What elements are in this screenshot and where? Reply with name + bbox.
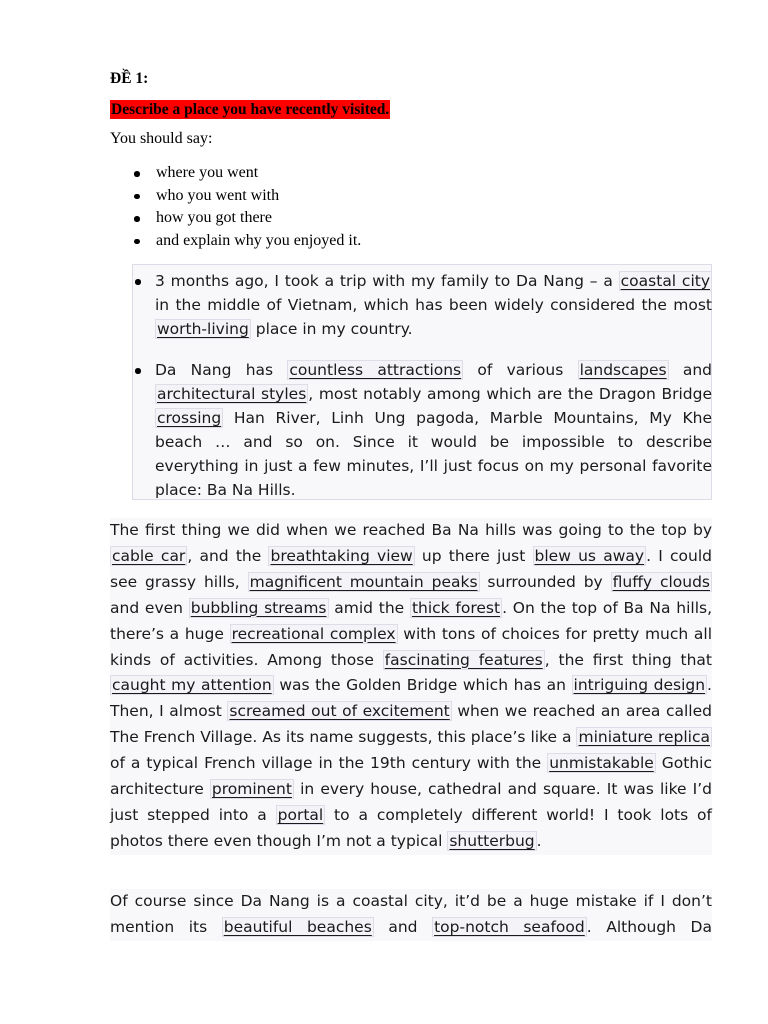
cue-item: who you went with [128,185,361,208]
answer-paragraph [110,518,712,855]
vocab-highlight: top-notch seafood [434,917,585,936]
vocab-highlight: bubbling streams [190,598,327,617]
text-run: and [373,917,433,936]
text-run: in the middle of Vietnam, which has been widely considered the most [155,296,712,314]
text-run: . Although Da [586,917,712,936]
vocab-highlight: caught my attention [112,676,272,695]
vocab-highlight: landscapes [579,361,667,379]
text-run: . [536,831,542,850]
text-run: 3 months ago, I took a trip with my family to Da Nang – a [155,272,619,290]
task-heading: ĐỀ 1: [110,70,149,87]
vocab-highlight: breathtaking view [270,546,413,565]
vocab-highlight: unmistakable [549,754,654,773]
text-run: Of course since Da Nang is a coastal city, it’d be a huge mistake if I don’t mention its [110,892,712,936]
text-run: Han River, Linh Ung pagoda, Marble Mountains, My Khe beach … and so on. Since it would be impossible to describe everything in just a few minutes, I’ll just focus on my personal favorite place: Ba Na Hills. [155,409,712,499]
vocab-highlight: thick forest [411,598,501,617]
vocab-highlight: recreational complex [231,624,396,643]
answer-bullet [155,358,712,502]
text-run: and [668,361,712,379]
text-run: up there just [414,546,533,565]
answer-bullet [155,269,712,341]
vocab-highlight: worth-living [157,320,249,338]
task-prompt-highlighted: Describe a place you have recently visited. [111,101,390,118]
vocab-highlight: intriguing design [573,676,706,695]
text-run: was the Golden Bridge which has an [273,676,572,695]
vocab-highlight: countless attractions [289,361,462,379]
vocab-highlight: magnificent mountain peaks [249,572,478,591]
vocab-highlight: fascinating features [384,650,543,669]
text-run: when we reached an area called The French Village. As its name suggests, this place’s like a [110,702,712,747]
cue-intro: You should say: [110,130,213,147]
vocab-highlight: prominent [211,780,292,799]
cue-item: and explain why you enjoyed it. [128,230,361,253]
cue-item: where you went [128,162,361,185]
text-run: , the first thing that [544,650,712,669]
answer-paragraph [110,889,712,941]
cue-item: how you got there [128,207,361,230]
vocab-highlight: blew us away [534,546,645,565]
text-run: with tons of choices for pretty much all kinds of activities. Among those [110,624,713,669]
vocab-highlight: coastal city [620,272,710,290]
text-run: Da Nang has [155,361,288,379]
text-run: and even [110,598,189,617]
text-run: . Then, I almost [110,676,712,721]
text-run: . On the top of Ba Na hills, there’s a huge [110,598,713,643]
text-run: of a typical French village in the 19th century with the [110,754,548,773]
text-run: The first thing we did when we reached Ba Na hills was going to the top by [110,521,712,539]
text-run: . I could see grassy hills, [110,546,712,591]
text-run: in every house, cathedral and square. It was like I’d just stepped into a [110,780,712,824]
text-run: , and the [187,546,269,565]
cue-list [128,162,361,252]
vocab-highlight: fluffy clouds [612,572,710,591]
vocab-highlight: beautiful beaches [223,917,372,936]
text-run: surrounded by [479,572,611,591]
vocab-highlight: shutterbug [449,831,535,850]
vocab-highlight: portal [277,805,324,824]
vocab-highlight: cable car [112,546,186,565]
text-run: , most notably among which are the Dragon Bridge [308,385,712,403]
text-run: of various [463,361,578,379]
vocab-highlight: architectural styles [157,385,307,403]
vocab-highlight: screamed out of excitement [229,702,450,721]
text-run: amid the [328,598,410,617]
vocab-highlight: miniature replica [578,728,710,747]
text-run: to a completely different world! I took lots of photos there even though I’m not a typical [110,805,712,850]
text-run: place in my country. [250,320,413,338]
text-run: Gothic architecture [110,754,712,799]
vocab-highlight: crossing [157,409,222,427]
